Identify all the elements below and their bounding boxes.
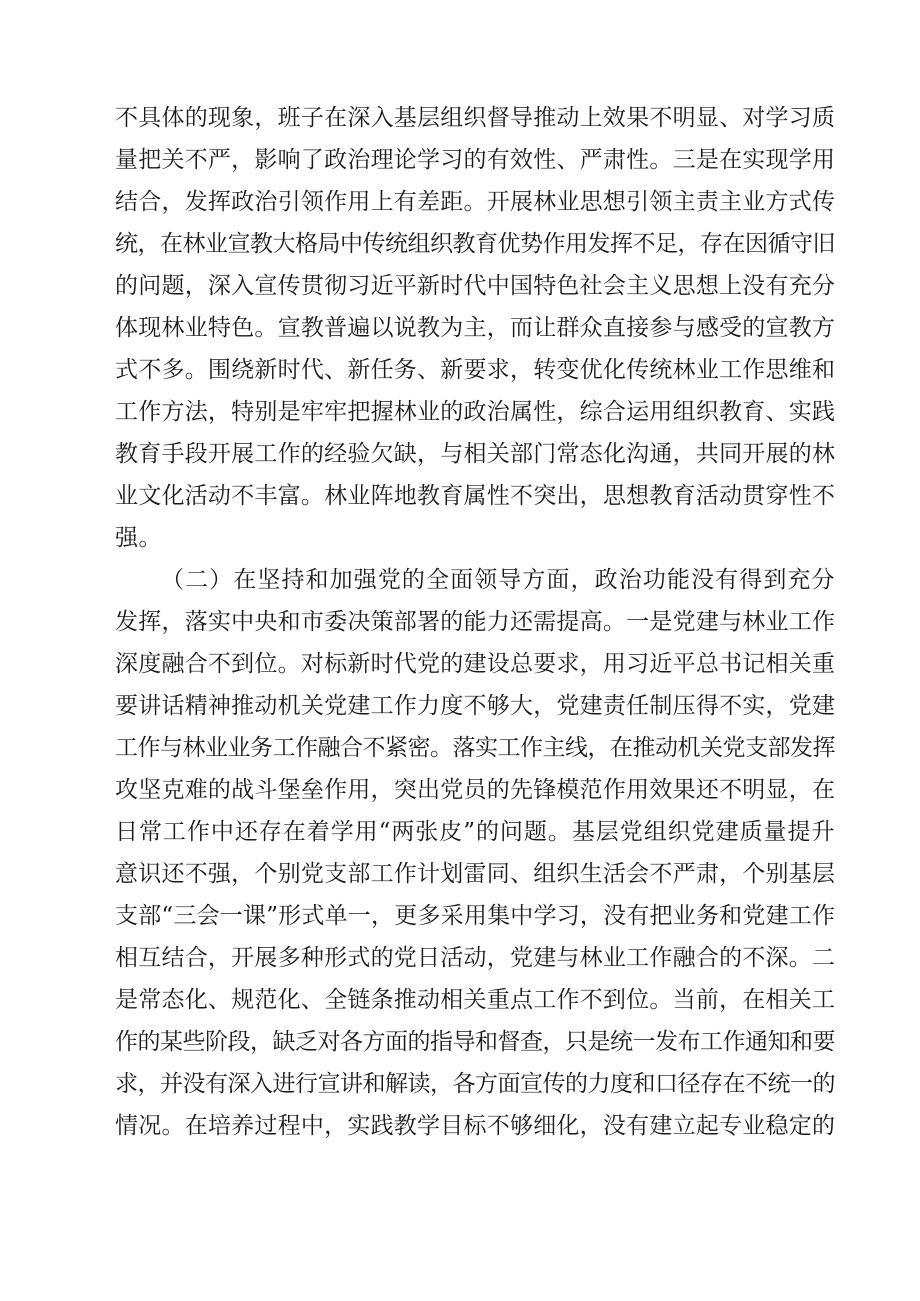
- text-line: 量把关不严，影响了政治理论学习的有效性、严肃性。三是在实现学用: [115, 147, 835, 173]
- text-line: 作的某些阶段，缺乏对各方面的指导和督查，只是统一发布工作通知和要: [115, 1029, 835, 1055]
- text-line: 意识还不强，个别党支部工作计划雷同、组织生活会不严肃，个别基层: [115, 861, 835, 887]
- text-line: 支部“三会一课”形式单一，更多采用集中学习，没有把业务和党建工作: [115, 903, 835, 929]
- text-line: 求，并没有深入进行宣讲和解读，各方面宣传的力度和口径存在不统一的: [115, 1071, 835, 1097]
- text-line: 教育手段开展工作的经验欠缺，与相关部门常态化沟通，共同开展的林: [115, 441, 835, 467]
- text-line: 业文化活动不丰富。林业阵地教育属性不突出，思想教育活动贯穿性不: [115, 483, 835, 509]
- paragraph-2: [115, 559, 835, 1147]
- text-line: 攻坚克难的战斗堡垒作用，突出党员的先锋模范作用效果还不明显，在: [115, 777, 835, 803]
- text-line: 结合，发挥政治引领作用上有差距。开展林业思想引领主责主业方式传: [115, 189, 835, 215]
- paragraph-1: [115, 97, 835, 559]
- text-line: 不具体的现象，班子在深入基层组织督导推动上效果不明显、对学习质: [115, 105, 835, 131]
- document-body: [115, 97, 835, 1147]
- text-line: 工作与林业业务工作融合不紧密。落实工作主线，在推动机关党支部发挥: [115, 735, 835, 761]
- text-line: 式不多。围绕新时代、新任务、新要求，转变优化传统林业工作思维和: [115, 357, 835, 383]
- text-line: 日常工作中还存在着学用“两张皮”的问题。基层党组织党建质量提升: [115, 819, 835, 845]
- text-line: 强。: [115, 525, 162, 551]
- text-line: 是常态化、规范化、全链条推动相关重点工作不到位。当前，在相关工: [115, 987, 835, 1013]
- text-line: 工作方法，特别是牢牢把握林业的政治属性，综合运用组织教育、实践: [115, 399, 835, 425]
- text-line: 要讲话精神推动机关党建工作力度不够大，党建责任制压得不实，党建: [115, 693, 835, 719]
- text-line: 的问题，深入宣传贯彻习近平新时代中国特色社会主义思想上没有充分: [115, 273, 835, 299]
- text-line: 统，在林业宣教大格局中传统组织教育优势作用发挥不足，存在因循守旧: [115, 231, 835, 257]
- text-line: 体现林业特色。宣教普遍以说教为主，而让群众直接参与感受的宣教方: [115, 315, 835, 341]
- text-line: 情况。在培养过程中，实践教学目标不够细化，没有建立起专业稳定的: [115, 1113, 835, 1139]
- text-line: 相互结合，开展多种形式的党日活动，党建与林业工作融合的不深。二: [115, 945, 835, 971]
- text-line: 深度融合不到位。对标新时代党的建设总要求，用习近平总书记相关重: [115, 651, 835, 677]
- text-line: （二）在坚持和加强党的全面领导方面，政治功能没有得到充分: [161, 567, 835, 593]
- text-line: 发挥，落实中央和市委决策部署的能力还需提高。一是党建与林业工作: [115, 609, 835, 635]
